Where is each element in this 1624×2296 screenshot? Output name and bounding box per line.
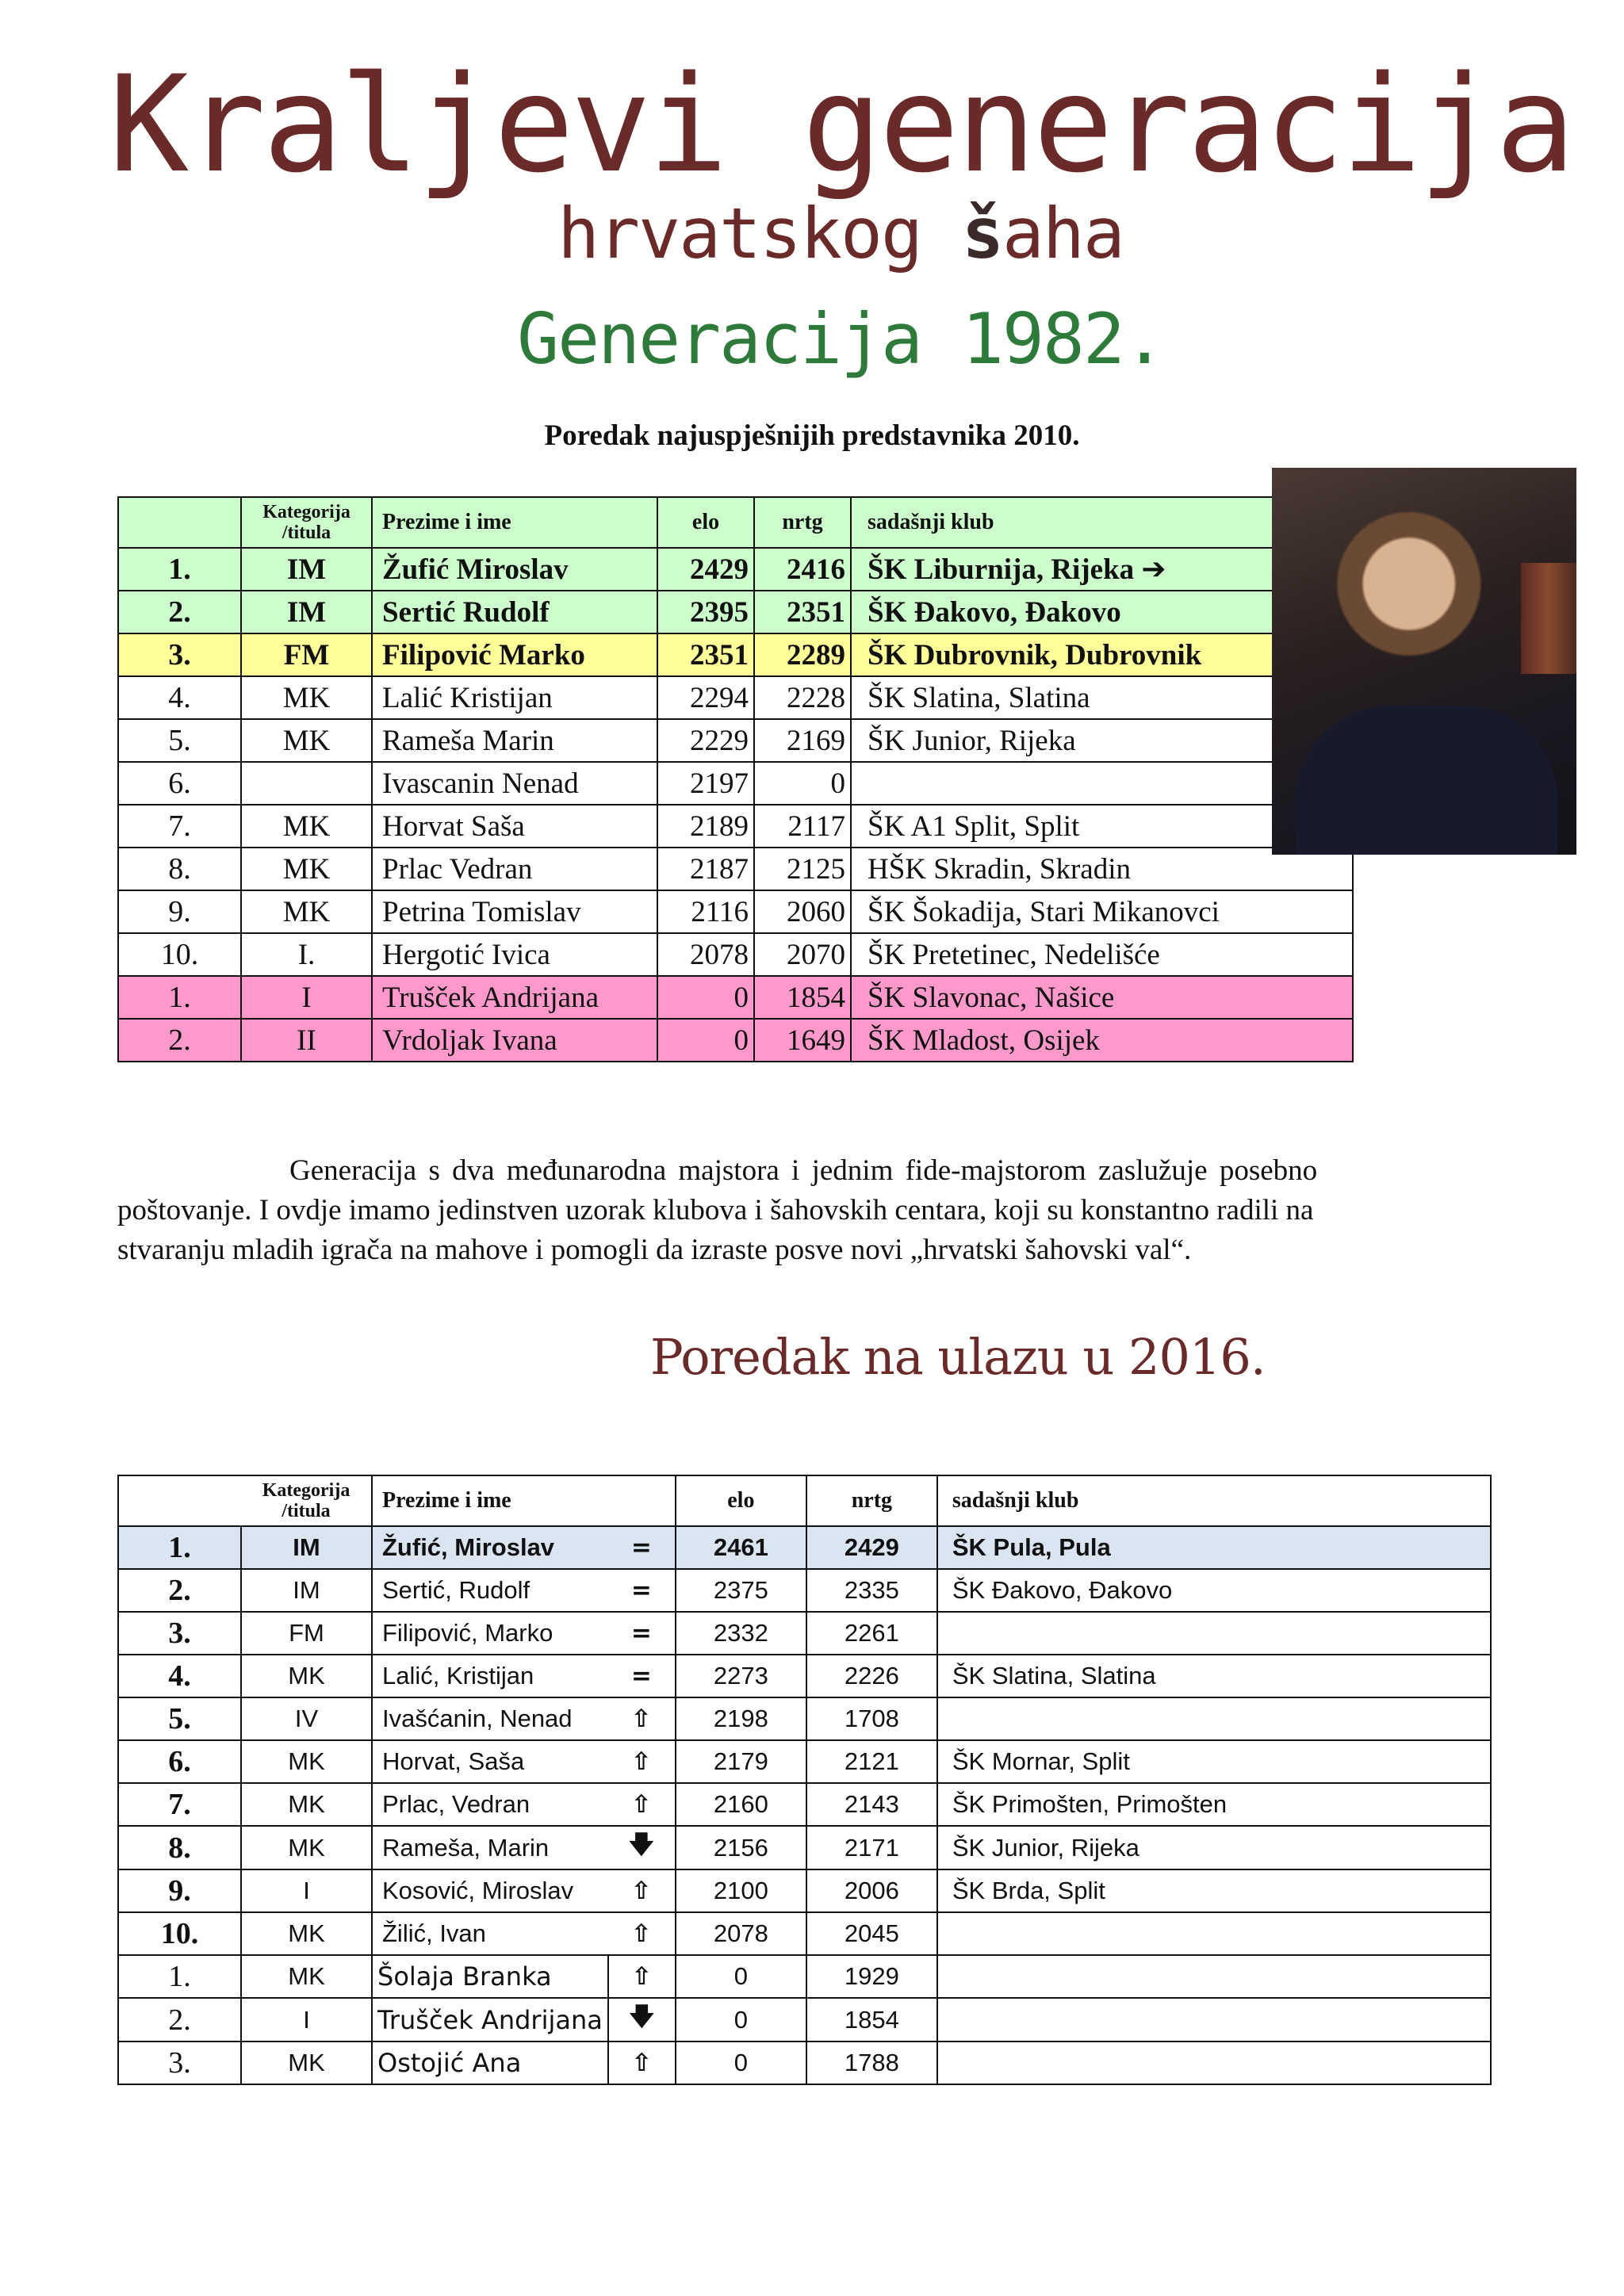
cell-elo: 2189 (657, 805, 754, 848)
table-row (118, 1526, 1491, 1569)
cell-rank: 7. (118, 805, 241, 848)
arrow-up-icon: ⇧ (608, 1869, 676, 1912)
cell-elo: 2294 (657, 676, 754, 719)
cell-nrtg: 1649 (754, 1019, 851, 1062)
subtitle-s: š (961, 193, 1002, 274)
cell-name: Prlac Vedran (372, 848, 657, 890)
cell-category: IV (241, 1697, 372, 1740)
cell-rank: 5. (118, 719, 241, 762)
cell-club: ŠK Šokadija, Stari Mikanovci (851, 890, 1353, 933)
cell-rank: 5. (118, 1697, 241, 1740)
ranking-table-2010 (117, 496, 1354, 1062)
table-row (118, 1569, 1491, 1612)
arrow-right-icon: ➔ (1141, 552, 1166, 586)
table-row (118, 1655, 1491, 1697)
cell-nrtg: 2125 (754, 848, 851, 890)
table-row (118, 1697, 1491, 1740)
cell-category: FM (241, 633, 372, 676)
cell-elo: 0 (657, 976, 754, 1019)
cell-club (937, 1998, 1491, 2042)
cell-elo: 2179 (676, 1740, 806, 1783)
cell-elo: 0 (676, 2042, 806, 2084)
cell-nrtg: 2335 (806, 1569, 937, 1612)
cell-club: ŠK Junior, Rijeka (851, 719, 1353, 762)
cell-nrtg: 2171 (806, 1826, 937, 1869)
cell-category: MK (241, 890, 372, 933)
cell-rank: 4. (118, 676, 241, 719)
cell-category: MK (241, 1826, 372, 1869)
table2-header (118, 1475, 1491, 1526)
cell-name: Žilić, Ivan (372, 1912, 608, 1955)
cell-club: ŠK Slatina, Slatina (851, 676, 1353, 719)
cell-nrtg: 2117 (754, 805, 851, 848)
cell-club (937, 1955, 1491, 1998)
cell-name: Sertić, Rudolf (372, 1569, 608, 1612)
arrow-up-icon: ⇧ (608, 2042, 676, 2084)
table1-title: Poredak najuspješnijih predstavnika 2010. (544, 419, 1080, 452)
cell-club: ŠK Dubrovnik, Dubrovnik (851, 633, 1353, 676)
cell-name: Filipović, Marko (372, 1612, 608, 1655)
cell-rank: 3. (118, 633, 241, 676)
cell-category: FM (241, 1612, 372, 1655)
cell-category: MK (241, 805, 372, 848)
cell-name: Trušček Andrijana (372, 976, 657, 1019)
cell-club (937, 1912, 1491, 1955)
cell-name: Horvat Saša (372, 805, 657, 848)
cell-name: Ostojić Ana (372, 2042, 608, 2084)
cell-name: Lalić Kristijan (372, 676, 657, 719)
cell-nrtg: 2060 (754, 890, 851, 933)
cell-category: MK (241, 719, 372, 762)
cell-name: Trušček Andrijana (372, 1998, 608, 2042)
cell-elo: 2351 (657, 633, 754, 676)
arrow-down-icon: 🡇 (608, 1998, 676, 2042)
cell-club: ŠK Slatina, Slatina (937, 1655, 1491, 1697)
table-row (118, 548, 1353, 591)
cell-category: MK (241, 1655, 372, 1697)
header-category: Kategorija /titula (241, 1475, 372, 1526)
cell-rank: 2. (118, 591, 241, 633)
cell-name: Sertić Rudolf (372, 591, 657, 633)
description-paragraph (117, 1151, 1513, 1270)
cell-category: MK (241, 1955, 372, 1998)
table-row (118, 719, 1353, 762)
equals-icon: = (608, 1655, 676, 1697)
table-row (118, 633, 1353, 676)
table-row (118, 1740, 1491, 1783)
cell-rank: 9. (118, 1869, 241, 1912)
cell-club (937, 1612, 1491, 1655)
cell-club: ŠK Liburnija, Rijeka ➔ (851, 548, 1353, 591)
arrow-up-icon: ⇧ (608, 1740, 676, 1783)
header-nrtg: nrtg (806, 1475, 937, 1526)
cell-nrtg: 1854 (754, 976, 851, 1019)
paragraph-line: stvaranju mladih igrača na mahove i pomogli da izraste posve novi „hrvatski šahovski val“. (117, 1234, 1192, 1266)
cell-rank: 6. (118, 762, 241, 805)
cell-elo: 2429 (657, 548, 754, 591)
table-row (118, 1612, 1491, 1655)
cell-rank: 10. (118, 1912, 241, 1955)
table-row (118, 890, 1353, 933)
cell-rank: 1. (118, 548, 241, 591)
cell-elo: 2160 (676, 1783, 806, 1826)
cell-nrtg: 2045 (806, 1912, 937, 1955)
equals-icon: = (608, 1569, 676, 1612)
cell-name: Horvat, Saša (372, 1740, 608, 1783)
cell-rank: 3. (118, 1612, 241, 1655)
paragraph-line: Generacija s dva međunarodna majstora i jednim fide-majstorom zaslužuje posebno (289, 1154, 1318, 1187)
player-photo (1272, 468, 1576, 855)
page-subtitle (0, 194, 1624, 274)
cell-elo: 0 (676, 1998, 806, 2042)
header-elo: elo (676, 1475, 806, 1526)
cell-name: Prlac, Vedran (372, 1783, 608, 1826)
table-row (118, 2042, 1491, 2084)
cell-name: Petrina Tomislav (372, 890, 657, 933)
table-row (118, 848, 1353, 890)
cell-rank: 9. (118, 890, 241, 933)
cell-category: I (241, 976, 372, 1019)
cell-name: Lalić, Kristijan (372, 1655, 608, 1697)
table-row (118, 676, 1353, 719)
cell-rank: 1. (118, 1955, 241, 1998)
cell-elo: 0 (676, 1955, 806, 1998)
cell-nrtg: 2261 (806, 1612, 937, 1655)
header-name: Prezime i ime (372, 1475, 676, 1526)
arrow-down-icon: 🡇 (608, 1826, 676, 1869)
cell-name: Vrdoljak Ivana (372, 1019, 657, 1062)
cell-elo: 2395 (657, 591, 754, 633)
cell-nrtg: 2416 (754, 548, 851, 591)
cell-rank: 3. (118, 2042, 241, 2084)
cell-elo: 2116 (657, 890, 754, 933)
cell-club: HŠK Skradin, Skradin (851, 848, 1353, 890)
header-category: Kategorija /titula (241, 497, 372, 548)
header-elo: elo (657, 497, 754, 548)
cell-nrtg: 2006 (806, 1869, 937, 1912)
cell-category: I. (241, 933, 372, 976)
cell-category: II (241, 1019, 372, 1062)
table2-title: Poredak na ulazu u 2016. (650, 1328, 1266, 1386)
cell-category: IM (241, 591, 372, 633)
cell-nrtg: 2121 (806, 1740, 937, 1783)
table1-header (118, 497, 1353, 548)
cell-club: ŠK Brda, Split (937, 1869, 1491, 1912)
cell-nrtg: 2289 (754, 633, 851, 676)
cell-club (937, 1697, 1491, 1740)
cell-name: Hergotić Ivica (372, 933, 657, 976)
cell-nrtg: 2226 (806, 1655, 937, 1697)
table-row (118, 1955, 1491, 1998)
cell-elo: 2198 (676, 1697, 806, 1740)
cell-nrtg: 1708 (806, 1697, 937, 1740)
cell-name: Žufić Miroslav (372, 548, 657, 591)
cell-nrtg: 1854 (806, 1998, 937, 2042)
subtitle-pre: hrvatskog (557, 193, 962, 274)
cell-rank: 4. (118, 1655, 241, 1697)
cell-nrtg: 0 (754, 762, 851, 805)
header-club: sadašnji klub (937, 1475, 1491, 1526)
arrow-up-icon: ⇧ (608, 1783, 676, 1826)
cell-category: I (241, 1869, 372, 1912)
cell-club: ŠK Primošten, Primošten (937, 1783, 1491, 1826)
cell-name: Žufić, Miroslav (372, 1526, 608, 1569)
cell-nrtg: 2070 (754, 933, 851, 976)
cell-name: Rameša Marin (372, 719, 657, 762)
cell-elo: 2229 (657, 719, 754, 762)
table-row (118, 1912, 1491, 1955)
cell-club: ŠK Junior, Rijeka (937, 1826, 1491, 1869)
cell-category: MK (241, 848, 372, 890)
cell-name: Ivascanin Nenad (372, 762, 657, 805)
cell-elo: 2273 (676, 1655, 806, 1697)
cell-rank: 2. (118, 1998, 241, 2042)
cell-nrtg: 2169 (754, 719, 851, 762)
cell-rank: 1. (118, 1526, 241, 1569)
cell-club: ŠK Đakovo, Đakovo (937, 1569, 1491, 1612)
cell-nrtg: 2143 (806, 1783, 937, 1826)
header-nrtg: nrtg (754, 497, 851, 548)
equals-icon: = (608, 1526, 676, 1569)
cell-category: I (241, 1998, 372, 2042)
cell-name: Šolaja Branka (372, 1955, 608, 1998)
table-row (118, 1869, 1491, 1912)
subtitle-post: aha (1002, 193, 1124, 274)
cell-elo: 2187 (657, 848, 754, 890)
cell-club (937, 2042, 1491, 2084)
cell-category: IM (241, 1569, 372, 1612)
cell-rank: 8. (118, 1826, 241, 1869)
cell-elo: 2461 (676, 1526, 806, 1569)
generation-heading: Generacija 1982. (517, 298, 1164, 380)
cell-name: Ivašćanin, Nenad (372, 1697, 608, 1740)
cell-rank: 7. (118, 1783, 241, 1826)
cell-elo: 2332 (676, 1612, 806, 1655)
ranking-table-2016 (117, 1475, 1492, 2085)
table-row (118, 933, 1353, 976)
cell-category: MK (241, 2042, 372, 2084)
arrow-up-icon: ⇧ (608, 1912, 676, 1955)
cell-elo: 2078 (657, 933, 754, 976)
header-club: sadašnji klub (851, 497, 1353, 548)
cell-rank: 2. (118, 1019, 241, 1062)
cell-rank: 2. (118, 1569, 241, 1612)
cell-elo: 2100 (676, 1869, 806, 1912)
cell-category: IM (241, 1526, 372, 1569)
cell-elo: 2375 (676, 1569, 806, 1612)
cell-category: MK (241, 1783, 372, 1826)
table-row (118, 1783, 1491, 1826)
header-name: Prezime i ime (372, 497, 657, 548)
cell-elo: 2156 (676, 1826, 806, 1869)
table-row (118, 1998, 1491, 2042)
table-row (118, 805, 1353, 848)
cell-elo: 2078 (676, 1912, 806, 1955)
table-row (118, 1826, 1491, 1869)
cell-rank: 6. (118, 1740, 241, 1783)
cell-club: ŠK Mornar, Split (937, 1740, 1491, 1783)
table-row (118, 1019, 1353, 1062)
paragraph-line: poštovanje. I ovdje imamo jedinstven uzorak klubova i šahovskih centara, koji su konstantno radili na (117, 1194, 1314, 1226)
cell-rank: 10. (118, 933, 241, 976)
table-row (118, 591, 1353, 633)
table-row (118, 976, 1353, 1019)
cell-club: ŠK Mladost, Osijek (851, 1019, 1353, 1062)
cell-nrtg: 2351 (754, 591, 851, 633)
equals-icon: = (608, 1612, 676, 1655)
arrow-up-icon: ⇧ (608, 1697, 676, 1740)
cell-rank: 1. (118, 976, 241, 1019)
cell-club: ŠK Pretetinec, Nedelišće (851, 933, 1353, 976)
arrow-up-icon: ⇧ (608, 1955, 676, 1998)
cell-name: Kosović, Miroslav (372, 1869, 608, 1912)
cell-nrtg: 1929 (806, 1955, 937, 1998)
cell-category: IM (241, 548, 372, 591)
cell-nrtg: 2429 (806, 1526, 937, 1569)
cell-club: ŠK Slavonac, Našice (851, 976, 1353, 1019)
table-row (118, 762, 1353, 805)
cell-club: ŠK Đakovo, Đakovo (851, 591, 1353, 633)
cell-category (241, 762, 372, 805)
cell-rank: 8. (118, 848, 241, 890)
cell-club: ŠK A1 Split, Split (851, 805, 1353, 848)
cell-nrtg: 2228 (754, 676, 851, 719)
page-title: Kraljevi generacija (109, 47, 1572, 202)
cell-elo: 2197 (657, 762, 754, 805)
cell-name: Rameša, Marin (372, 1826, 608, 1869)
cell-category: MK (241, 1912, 372, 1955)
cell-category: MK (241, 1740, 372, 1783)
cell-elo: 0 (657, 1019, 754, 1062)
cell-name: Filipović Marko (372, 633, 657, 676)
cell-club: ŠK Pula, Pula (937, 1526, 1491, 1569)
cell-nrtg: 1788 (806, 2042, 937, 2084)
cell-category: MK (241, 676, 372, 719)
